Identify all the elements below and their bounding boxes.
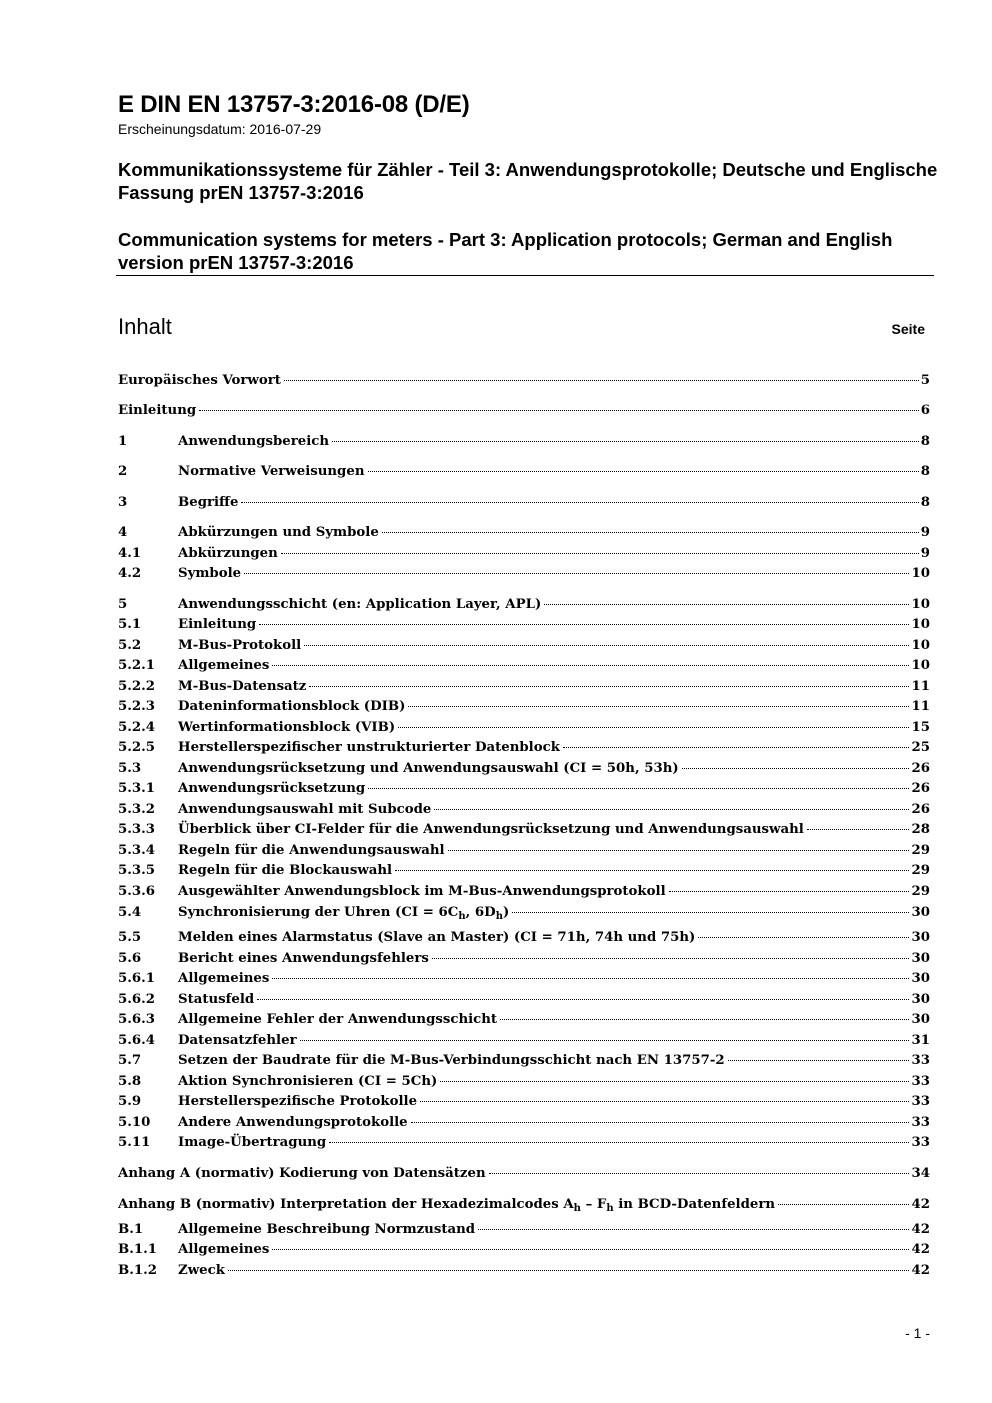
- toc-leader: [368, 788, 909, 789]
- publication-date: Erscheinungsdatum: 2016-07-29: [118, 121, 322, 137]
- toc-entry[interactable]: [118, 1031, 930, 1051]
- toc-entry-page: 42: [911, 1242, 930, 1257]
- toc-entry-page: 10: [911, 597, 930, 612]
- toc-entry[interactable]: [118, 1133, 930, 1153]
- toc-entry-number: 5: [118, 597, 128, 612]
- title-divider: [116, 275, 934, 276]
- toc-entry[interactable]: [118, 1240, 930, 1260]
- toc-entry-text: Herstellerspezifische Protokolle: [178, 1094, 418, 1109]
- toc-entry-number: 1: [118, 434, 128, 449]
- toc-entry-text: Datensatzfehler: [178, 1033, 297, 1048]
- toc-entry[interactable]: [118, 1051, 930, 1071]
- toc-entry-number: 5.2.4: [118, 720, 156, 735]
- toc-entry-text: Anhang A (normativ) Kodierung von Datensätzen: [118, 1166, 486, 1181]
- toc-leader: [500, 1019, 909, 1020]
- toc-entry-number: B.1: [118, 1222, 144, 1237]
- toc-entry-number: 5.6: [118, 951, 142, 966]
- toc-entry-text: Einleitung: [118, 403, 197, 418]
- toc-leader: [300, 1040, 910, 1041]
- toc-entry-page: 10: [911, 638, 930, 653]
- subscript-h: h: [606, 1203, 614, 1214]
- toc-entry-page: 30: [911, 1012, 930, 1027]
- toc-entry[interactable]: [118, 1113, 930, 1133]
- toc-entry[interactable]: [118, 1010, 930, 1030]
- toc-text-part: , 6D: [465, 905, 496, 920]
- title-english: Communication systems for meters - Part 3: Application protocols; German and English version prEN 13757-3:2016: [118, 229, 893, 273]
- toc-entry[interactable]: [118, 1261, 930, 1281]
- toc-text-part: – F: [580, 1197, 607, 1212]
- document-id: E DIN EN 13757-3:2016-08 (D/E): [118, 91, 470, 118]
- toc-entry-number: B.1.2: [118, 1263, 158, 1278]
- toc-entry-text: Anwendungsbereich: [178, 434, 330, 449]
- toc-entry[interactable]: [118, 882, 930, 902]
- toc-leader: [332, 441, 919, 442]
- toc-entry-text: M-Bus-Datensatz: [178, 679, 307, 694]
- toc-entry-number: 5.4: [118, 905, 142, 920]
- toc-entry-number: 5.3.1: [118, 781, 156, 796]
- toc-entry-text: Ausgewählter Anwendungsblock im M-Bus-Anwendungsprotokoll: [178, 884, 666, 899]
- toc-leader: [420, 1101, 909, 1102]
- toc-entry-page: 26: [911, 781, 930, 796]
- toc-leader: [478, 1229, 909, 1230]
- toc-entry[interactable]: [118, 1092, 930, 1112]
- toc-leader: [259, 624, 909, 625]
- toc-entry-text: Aktion Synchronisieren (CI = 5Ch): [178, 1074, 438, 1089]
- toc-entry-number: 5.3.6: [118, 884, 156, 899]
- toc-entry-text: Allgemeines: [178, 971, 270, 986]
- toc-entry-text: Begriffe: [178, 495, 239, 510]
- page-number: - 1 -: [905, 1325, 930, 1341]
- toc-entry-text: Regeln für die Anwendungsauswahl: [178, 843, 445, 858]
- toc-leader: [432, 958, 910, 959]
- toc-entry[interactable]: [118, 861, 930, 881]
- toc-entry-text: Anwendungsschicht (en: Application Layer, APL): [178, 597, 542, 612]
- toc-leader: [228, 1270, 910, 1271]
- toc-leader: [368, 471, 919, 472]
- toc-entry-number: 5.11: [118, 1135, 151, 1150]
- toc-entry-text: Europäisches Vorwort: [118, 373, 281, 388]
- toc-entry-page: 30: [911, 951, 930, 966]
- subscript-h: h: [458, 911, 466, 922]
- toc-entry-page: 30: [911, 905, 930, 920]
- toc-entry-number: 5.10: [118, 1115, 151, 1130]
- toc-entry[interactable]: [118, 800, 930, 820]
- toc-entry-number: 4: [118, 525, 128, 540]
- toc-entry[interactable]: [118, 371, 930, 391]
- toc-entry-page: 33: [911, 1074, 930, 1089]
- toc-entry-page: 10: [911, 617, 930, 632]
- toc-entry-page: 26: [911, 802, 930, 817]
- toc-entry[interactable]: [118, 779, 930, 799]
- toc-text-part: Anhang B (normativ) Interpretation der Hexadezimalcodes A: [118, 1197, 574, 1212]
- toc-entry[interactable]: [118, 949, 930, 969]
- toc-entry-number: 5.3: [118, 761, 142, 776]
- toc-entry-text: Setzen der Baudrate für die M-Bus-Verbindungsschicht nach EN 13757-2: [178, 1053, 725, 1068]
- toc-entry[interactable]: [118, 969, 930, 989]
- toc-entry-page: 34: [911, 1166, 930, 1181]
- toc-entry-number: 5.8: [118, 1074, 142, 1089]
- toc-leader: [489, 1173, 910, 1174]
- toc-leader: [728, 1060, 910, 1061]
- toc-entry-text: Allgemeine Beschreibung Normzustand: [178, 1222, 476, 1237]
- toc-entry-text: Statusfeld: [178, 992, 255, 1007]
- toc-entry-page: 9: [920, 546, 930, 561]
- subscript-h: h: [495, 911, 503, 922]
- toc-entry-page: 30: [911, 971, 930, 986]
- toc-entry[interactable]: [118, 738, 930, 758]
- toc-entry-page: 8: [920, 434, 930, 449]
- toc-leader: [512, 912, 909, 913]
- toc-entry-text: Melden eines Alarmstatus (Slave an Master) (CI = 71h, 74h und 75h): [178, 930, 696, 945]
- toc-entry[interactable]: [118, 462, 930, 482]
- toc-entry[interactable]: [118, 656, 930, 676]
- toc-entry-page: 42: [911, 1197, 930, 1212]
- toc-entry-number: 4.2: [118, 566, 142, 581]
- toc-entry-page: 10: [911, 566, 930, 581]
- toc-leader: [698, 937, 909, 938]
- toc-entry-page: 8: [920, 464, 930, 479]
- toc-entry[interactable]: [118, 1072, 930, 1092]
- toc-entry-text: Abkürzungen: [178, 546, 278, 561]
- toc-text-part: Synchronisierung der Uhren (CI = 6C: [178, 905, 459, 920]
- toc-entry[interactable]: [118, 759, 930, 779]
- toc-entry-page: 10: [911, 658, 930, 673]
- toc-entry[interactable]: [118, 615, 930, 635]
- toc-entry-number: 5.3.2: [118, 802, 156, 817]
- toc-entry-page: 29: [911, 863, 930, 878]
- toc-entry-number: 2: [118, 464, 128, 479]
- toc-entry[interactable]: [118, 636, 930, 656]
- toc-entry[interactable]: [118, 903, 930, 923]
- toc-entry-text: Abkürzungen und Symbole: [178, 525, 379, 540]
- toc-entry-page: 28: [911, 822, 930, 837]
- toc-leader: [440, 1081, 909, 1082]
- toc-entry-page: 25: [911, 740, 930, 755]
- toc-leader: [272, 665, 909, 666]
- toc-entry[interactable]: [118, 1164, 930, 1184]
- toc-entry-number: 5.3.5: [118, 863, 156, 878]
- toc-entry-page: 6: [920, 403, 930, 418]
- toc-entry[interactable]: [118, 697, 930, 717]
- toc-leader: [244, 573, 909, 574]
- toc-entry-text: Überblick über CI-Felder für die Anwendungsrücksetzung und Anwendungsauswahl: [178, 822, 804, 837]
- toc-entry-page: 30: [911, 992, 930, 1007]
- toc-entry-number: 5.6.1: [118, 971, 156, 986]
- toc-entry-number: 5.3.4: [118, 843, 156, 858]
- toc-page-label: Seite: [891, 321, 925, 337]
- toc-entry-number: 5.2.1: [118, 658, 156, 673]
- toc-entry-text: Allgemeines: [178, 1242, 270, 1257]
- toc-entry[interactable]: [118, 564, 930, 584]
- toc-entry-page: 29: [911, 843, 930, 858]
- toc-leader: [434, 809, 909, 810]
- toc-entry-text: M-Bus-Protokoll: [178, 638, 302, 653]
- toc-entry-page: 9: [920, 525, 930, 540]
- toc-leader: [309, 686, 909, 687]
- toc-entry-number: 5.6.4: [118, 1033, 156, 1048]
- toc-entry-text: Regeln für die Blockauswahl: [178, 863, 393, 878]
- toc-leader: [284, 380, 919, 381]
- toc-entry[interactable]: [118, 677, 930, 697]
- toc-entry-text: Normative Verweisungen: [178, 464, 365, 479]
- toc-entry-text: Dateninformationsblock (DIB): [178, 699, 406, 714]
- toc-entry-number: 5.9: [118, 1094, 142, 1109]
- toc-leader: [411, 1122, 910, 1123]
- toc-leader: [682, 768, 910, 769]
- toc-entry-page: 42: [911, 1222, 930, 1237]
- toc-entry-number: 3: [118, 495, 128, 510]
- toc-entry-page: 33: [911, 1094, 930, 1109]
- toc-entry-page: 11: [911, 699, 930, 714]
- toc-leader: [544, 604, 909, 605]
- toc-entry-number: 5.5: [118, 930, 142, 945]
- toc-entry-number: 5.6.2: [118, 992, 156, 1007]
- toc-entry-page: 33: [911, 1135, 930, 1150]
- subscript-h: h: [573, 1203, 581, 1214]
- toc-entry-text: Allgemeines: [178, 658, 270, 673]
- toc-entry-text: Anwendungsauswahl mit Subcode: [178, 802, 432, 817]
- toc-leader: [778, 1204, 909, 1205]
- toc-leader: [398, 727, 909, 728]
- toc-entry-text: Wertinformationsblock (VIB): [178, 720, 396, 735]
- toc-entry-text: Einleitung: [178, 617, 257, 632]
- toc-entry[interactable]: [118, 493, 930, 513]
- toc-leader: [669, 891, 910, 892]
- toc-leader: [272, 1249, 909, 1250]
- toc-text-part: in BCD-Datenfeldern: [613, 1197, 776, 1212]
- toc-leader: [329, 1142, 909, 1143]
- toc-entry-text: Image-Übertragung: [178, 1135, 327, 1150]
- toc-leader: [408, 706, 909, 707]
- toc-text-part: ): [502, 905, 510, 920]
- toc-entry-number: 4.1: [118, 546, 142, 561]
- toc-leader: [304, 645, 909, 646]
- toc-entry-page: 33: [911, 1115, 930, 1130]
- toc-leader: [257, 999, 909, 1000]
- toc-leader: [807, 829, 910, 830]
- toc-leader: [382, 532, 919, 533]
- toc-entry-number: 5.7: [118, 1053, 142, 1068]
- toc-entry-page: 33: [911, 1053, 930, 1068]
- toc-leader: [563, 747, 910, 748]
- toc-entry-text: Symbole: [178, 566, 242, 581]
- toc-leader: [448, 850, 910, 851]
- toc-heading: Inhalt: [118, 314, 172, 339]
- toc-entry-page: 26: [911, 761, 930, 776]
- toc-entry-text: Anwendungsrücksetzung und Anwendungsauswahl (CI = 50h, 53h): [178, 761, 679, 776]
- toc-entry-text: Bericht eines Anwendungsfehlers: [178, 951, 429, 966]
- toc-entry[interactable]: [118, 544, 930, 564]
- toc-entry-page: 31: [911, 1033, 930, 1048]
- toc-entry-text: Andere Anwendungsprotokolle: [178, 1115, 408, 1130]
- toc-leader: [395, 870, 909, 871]
- toc-entry-page: 30: [911, 930, 930, 945]
- toc-entry[interactable]: [118, 990, 930, 1010]
- toc-entry-number: 5.2.3: [118, 699, 156, 714]
- toc-entry-text: Herstellerspezifischer unstrukturierter Datenblock: [178, 740, 560, 755]
- toc-entry-text: [118, 1195, 775, 1219]
- toc-leader: [199, 410, 919, 411]
- toc-entry-number: 5.2.5: [118, 740, 156, 755]
- toc-entry[interactable]: [118, 595, 930, 615]
- toc-entry-number: 5.3.3: [118, 822, 156, 837]
- toc-entry[interactable]: [118, 718, 930, 738]
- toc-entry-text: Allgemeine Fehler der Anwendungsschicht: [178, 1012, 498, 1027]
- toc-entry-page: 5: [920, 373, 930, 388]
- toc-entry[interactable]: [118, 432, 930, 452]
- toc-entry-number: B.1.1: [118, 1242, 158, 1257]
- toc-entry-number: 5.1: [118, 617, 142, 632]
- toc-entry-page: 15: [911, 720, 930, 735]
- toc-entry-text: [178, 903, 509, 927]
- toc-entry-page: 42: [911, 1263, 930, 1278]
- toc-leader: [281, 553, 919, 554]
- toc-entry[interactable]: [118, 1220, 930, 1240]
- toc-entry[interactable]: [118, 401, 930, 421]
- toc-entry[interactable]: [118, 820, 930, 840]
- toc-leader: [272, 978, 909, 979]
- toc-entry-text: Zweck: [178, 1263, 225, 1278]
- toc-entry-page: 8: [920, 495, 930, 510]
- toc-entry-text: Anwendungsrücksetzung: [178, 781, 366, 796]
- toc-entry-number: 5.2: [118, 638, 142, 653]
- toc-entry-number: 5.6.3: [118, 1012, 156, 1027]
- toc-leader: [241, 502, 918, 503]
- toc-entry-number: 5.2.2: [118, 679, 156, 694]
- toc-entry-page: 29: [911, 884, 930, 899]
- toc-entry[interactable]: [118, 1195, 930, 1215]
- toc-entry-page: 11: [911, 679, 930, 694]
- toc-entry[interactable]: [118, 523, 930, 543]
- toc-entry[interactable]: [118, 928, 930, 948]
- title-german: Kommunikationssysteme für Zähler - Teil 3: Anwendungsprotokolle; Deutsche und Englische Fassung prEN 13757-3:2016: [118, 159, 938, 203]
- toc-entry[interactable]: [118, 841, 930, 861]
